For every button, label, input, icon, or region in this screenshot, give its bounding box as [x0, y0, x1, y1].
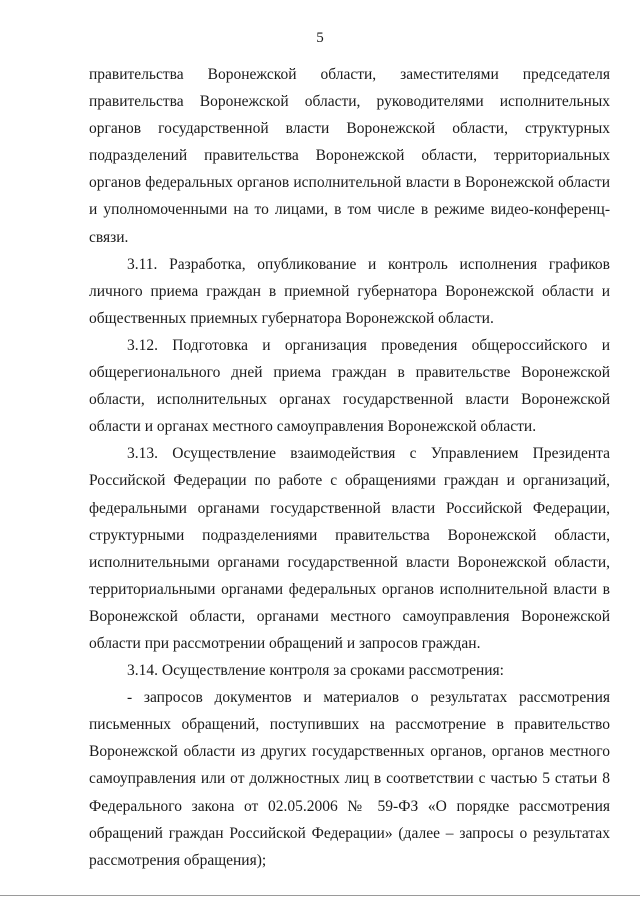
page-bottom-edge: [0, 895, 640, 896]
paragraph-continuation: правительства Воронежской области, заместителями председателя правительства Воронежской области, руководителями исполнительных органов государственной власти Воронежской области, структурных подразделений правительства Воронежской области, территориальных органов федеральных органов исполнительной власти в Воронежской области и уполномоченными на то лицами, в том числе в режиме видео-конференц-связи.: [89, 66, 610, 246]
paragraph-3-14: 3.14. Осуществление контроля за сроками рассмотрения:: [127, 662, 504, 680]
page-number: 5: [316, 30, 324, 46]
document-body: [89, 61, 610, 874]
paragraph-3-13: 3.13. Осуществление взаимодействия с Управлением Президента Российской Федерации по работе с обращениями граждан и организаций, федеральными органами государственной власти Российской Федерации, структурными подразделениями правительства Воронежской области, исполнительными органами государственной власти Воронежской области, территориальными органами федеральных органов исполнительной власти в Воронежской области, органами местного самоуправления Воронежской области при рассмотрении обращений и запросов граждан.: [89, 445, 610, 652]
paragraph-3-12: 3.12. Подготовка и организация проведения общероссийского и общерегионального дней приема граждан в правительстве Воронежской области, исполнительных органах государственной власти Воронежской области и органах местного самоуправления Воронежской области.: [89, 336, 610, 436]
paragraph-3-11: 3.11. Разработка, опубликование и контроль исполнения графиков личного приема граждан в приемной губернатора Воронежской области и общественных приемных губернатора Воронежской области.: [89, 255, 610, 327]
paragraph-list-item: - запросов документов и материалов о результатах рассмотрения письменных обращений, поступивших на рассмотрение в правительство Воронежской области из других государственных органов, органов местного самоуправления или от должностных лиц в соответствии с частью 5 статьи 8 Федерального закона от 02.05.2006 № 59-ФЗ «О порядке рассмотрения обращений граждан Российской Федерации» (далее – запросы о результатах рассмотрения обращения);: [89, 689, 610, 869]
